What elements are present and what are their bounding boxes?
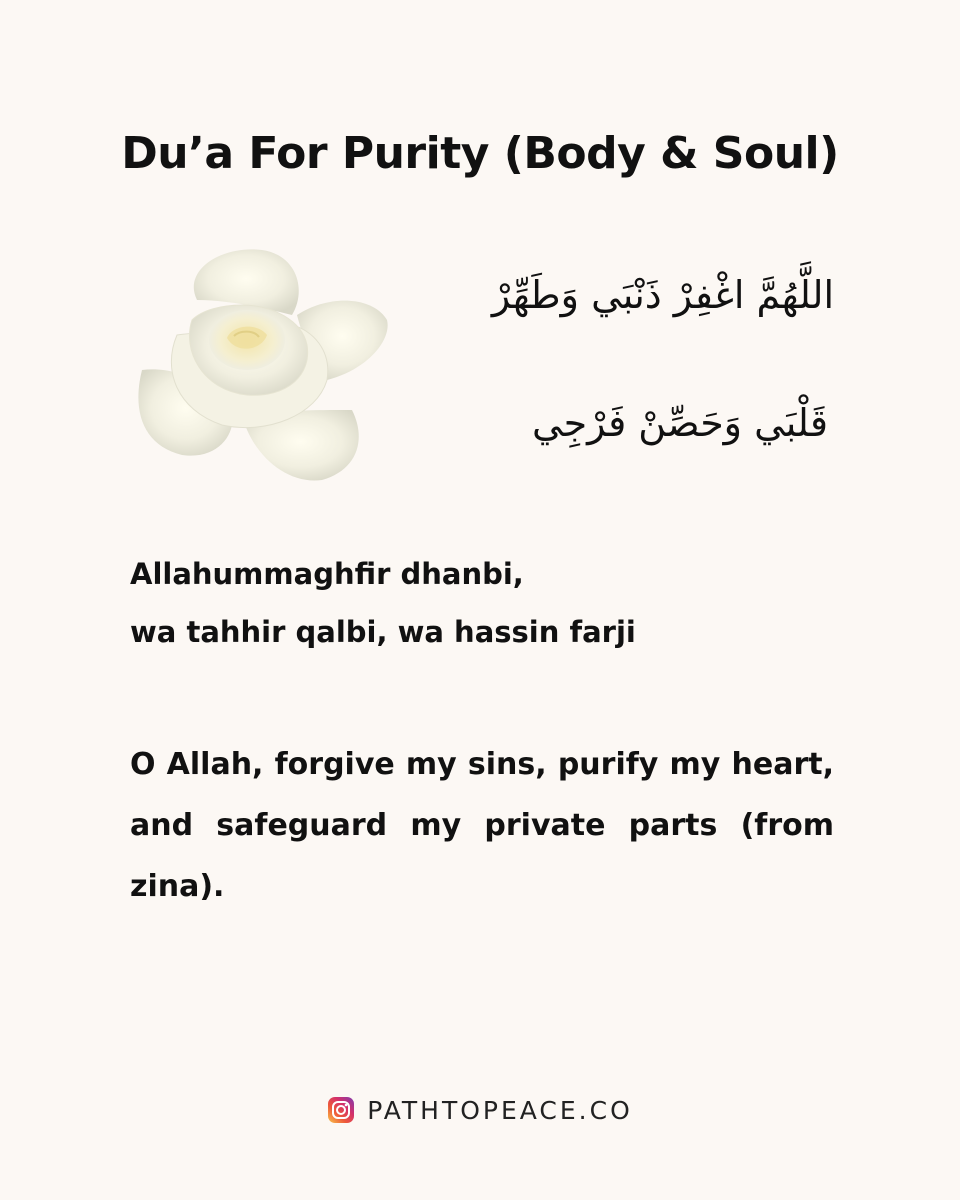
transliteration-line-2: wa tahhir qalbi, wa hassin farji	[130, 615, 636, 649]
transliteration-line-1: Allahummaghfir dhanbi,	[130, 557, 524, 591]
footer-handle-text: PATHTOPEACE.CO	[367, 1095, 633, 1125]
translation-text: O Allah, forgive my sins, purify my heart, and safeguard my private parts (from zina).	[130, 747, 834, 904]
footer-handle[interactable]	[0, 1092, 960, 1128]
arabic-line-1: اللَّهُمَّ اغْفِرْ ذَنْبَي وَطَهِّرْ	[491, 273, 834, 317]
transliteration	[130, 545, 850, 661]
arabic-line-2: قَلْبَي وَحَصِّنْ فَرْجِي	[531, 401, 828, 445]
page-title: Du’a For Purity (Body & Soul)	[121, 128, 839, 179]
instagram-icon	[327, 1096, 355, 1124]
white-rose-icon	[122, 240, 392, 490]
